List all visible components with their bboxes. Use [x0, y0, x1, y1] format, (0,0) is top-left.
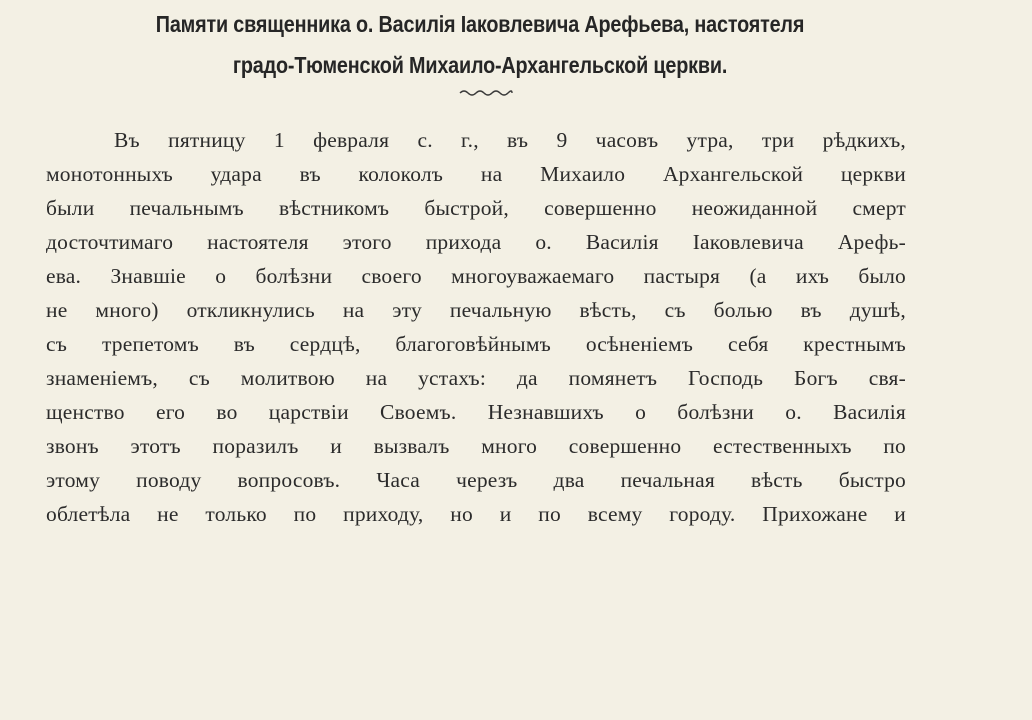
- body-line: Въ пятницу 1 февраля с. г., въ 9 часовъ утра, три рѣдкихъ,: [114, 128, 906, 152]
- body-line: щенство его во царствіи Своемъ. Незнавшихъ о болѣзни о. Василія: [46, 400, 906, 424]
- body-line: досточтимаго настоятеля этого прихода о. Василія Іаковлевича Арефь-: [46, 230, 906, 254]
- body-line: знаменіемъ, съ молитвою на устахъ: да помянетъ Господь Богъ свя-: [46, 366, 906, 390]
- article-body: [46, 123, 906, 531]
- body-line: этому поводу вопросовъ. Часа черезъ два печальная вѣсть быстро: [46, 468, 906, 492]
- body-line: звонъ этотъ поразилъ и вызвалъ много совершенно естественныхъ по: [46, 434, 906, 458]
- body-line: облетѣла не только по приходу, но и по всему городу. Прихожане и: [46, 502, 906, 526]
- wavy-divider-icon: [458, 86, 514, 100]
- body-line: ева. Знавшіе о болѣзни своего многоуважаемаго пастыря (а ихъ было: [46, 264, 906, 288]
- body-line: не много) откликнулись на эту печальную вѣсть, съ болью въ душѣ,: [46, 298, 906, 322]
- heading-line-1: Памяти священника о. Василія Іаковлевича Арефьева, настоятеля: [155, 11, 805, 37]
- body-line: монотонныхъ удара въ колоколъ на Михаило Архангельской церкви: [46, 162, 906, 186]
- body-line: съ трепетомъ въ сердцѣ, благоговѣйнымъ осѣненіемъ себя крестнымъ: [46, 332, 906, 356]
- body-line: были печальнымъ вѣстникомъ быстрой, совершенно неожиданной смерт: [46, 196, 906, 220]
- heading-line-2: градо-Тюменской Михаило-Архангельской церкви.: [232, 52, 728, 78]
